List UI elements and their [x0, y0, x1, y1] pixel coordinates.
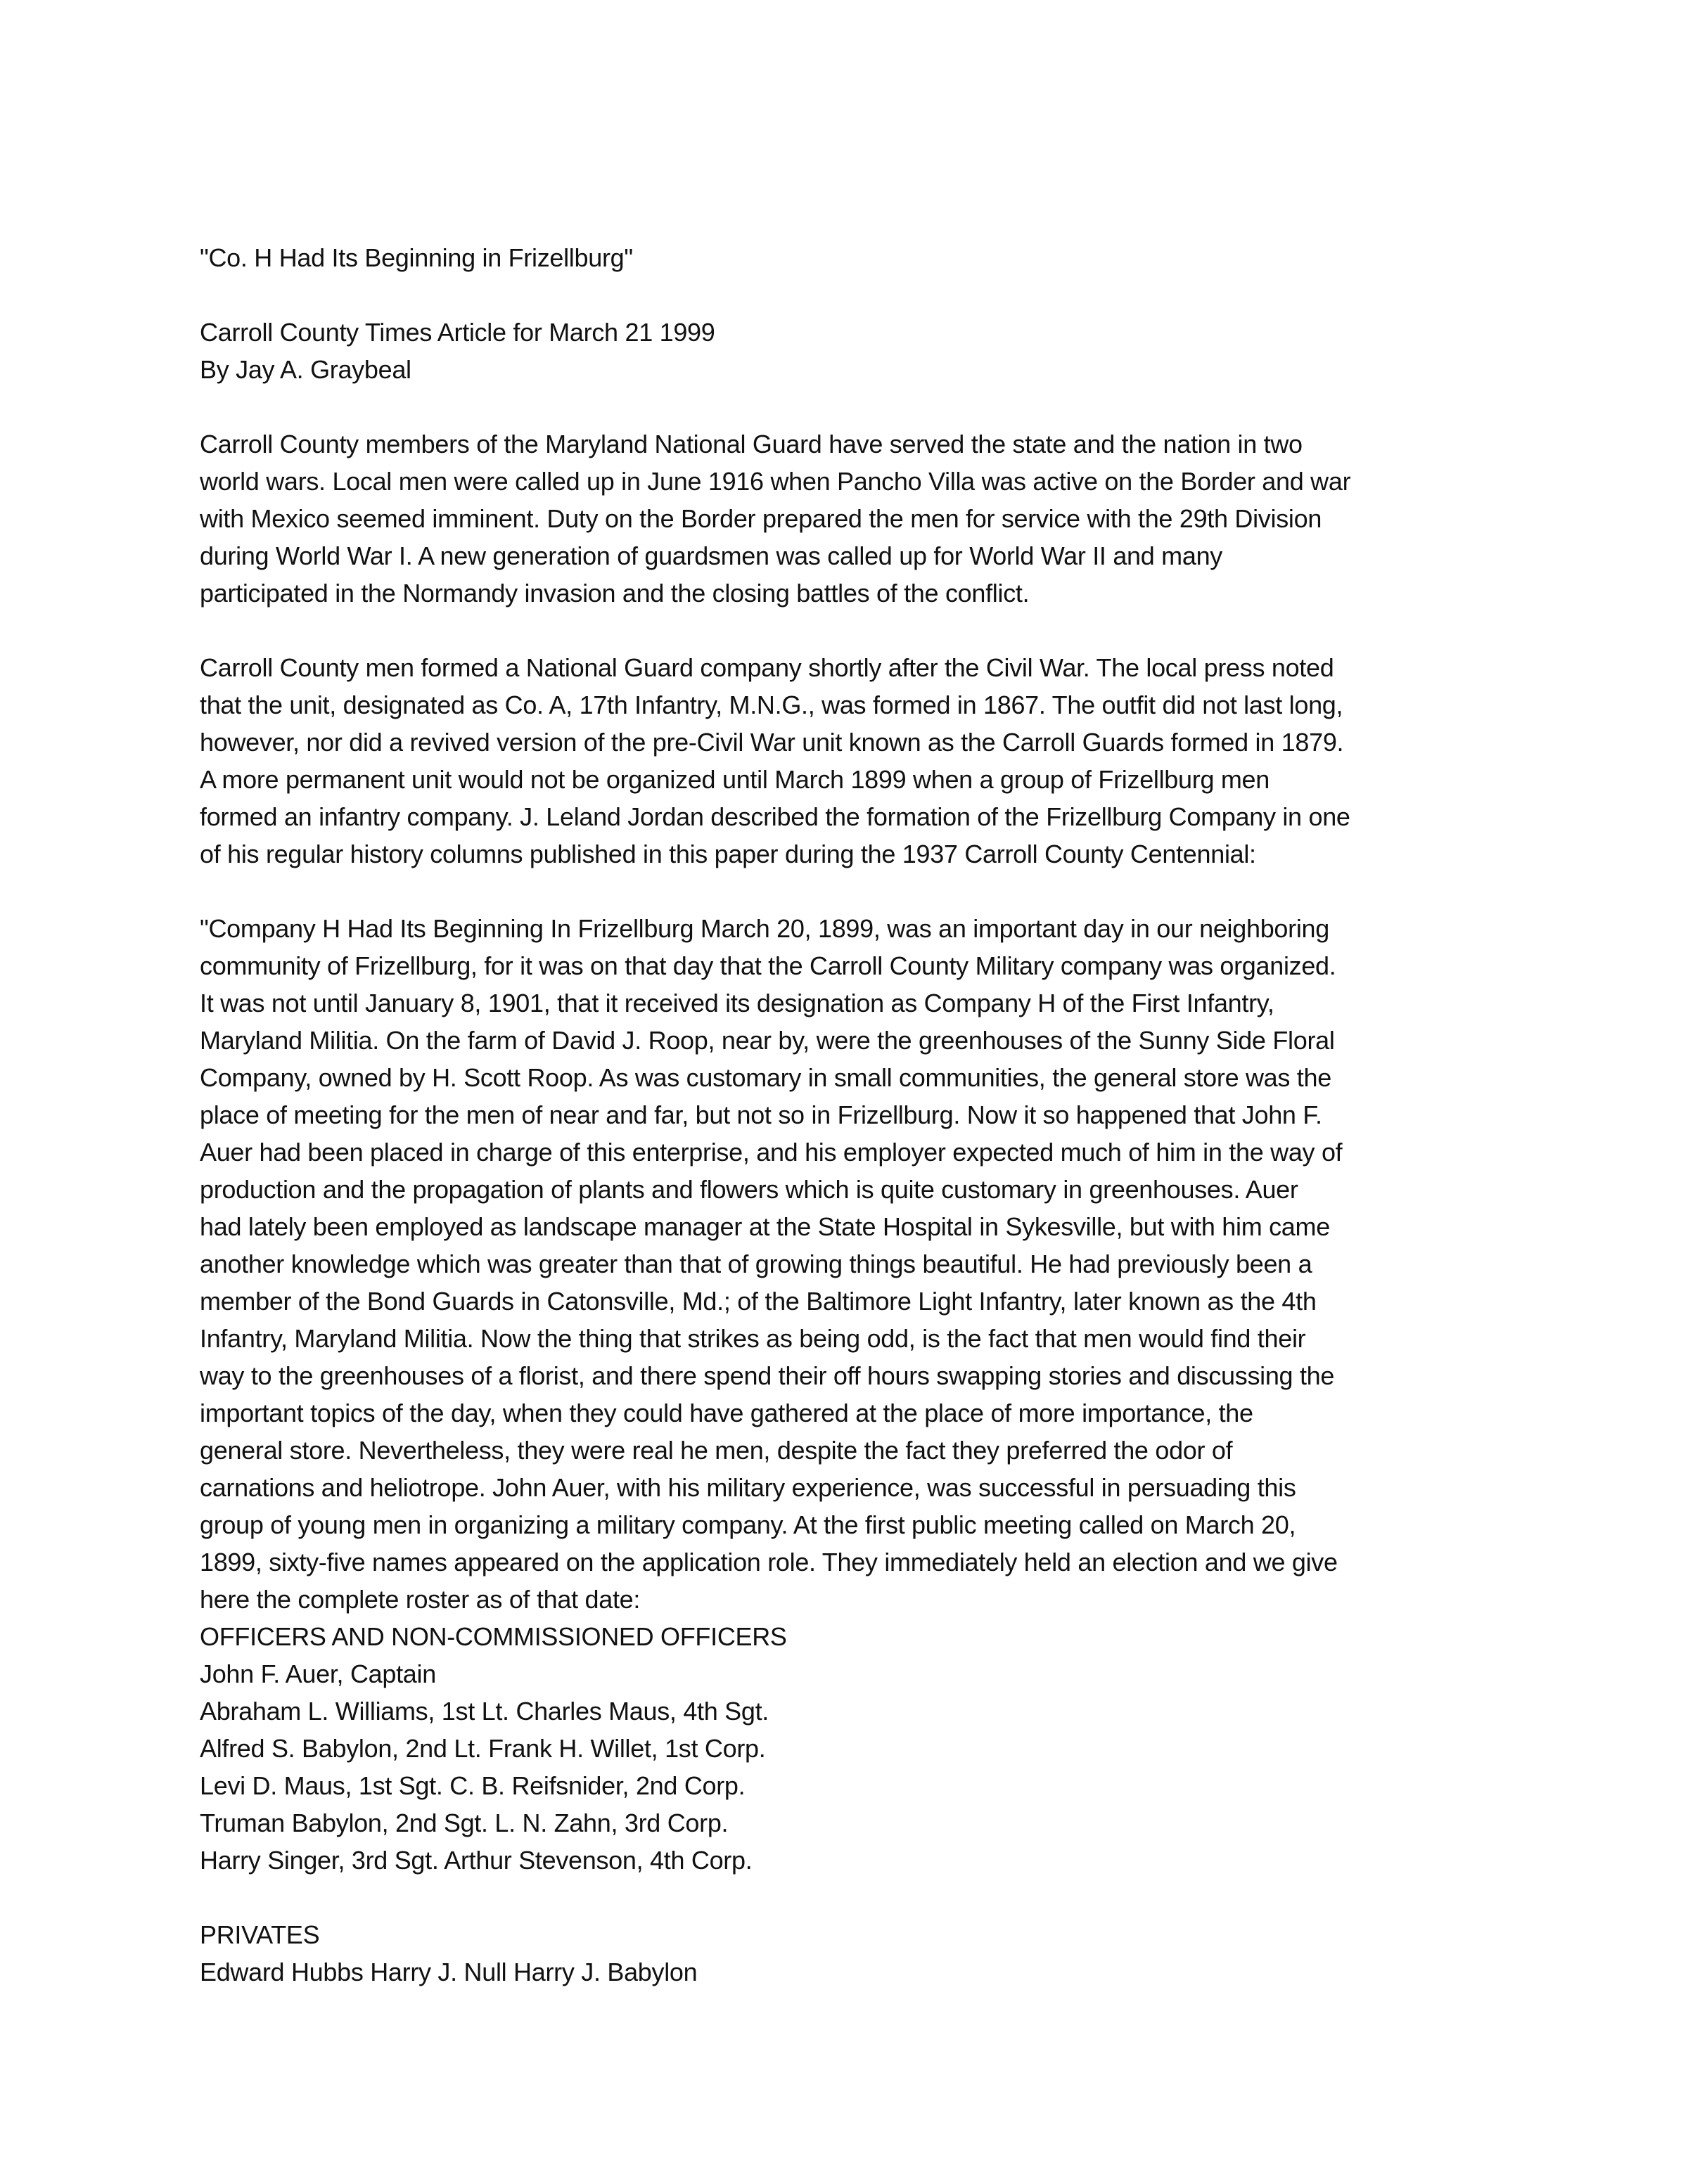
text-line: It was not until January 8, 1901, that it received its designation as Company H of the First Infantry, — [200, 989, 1274, 1017]
paragraph-2 — [200, 649, 1578, 873]
spacer — [200, 1879, 1578, 1916]
spacer — [200, 276, 1578, 314]
text-line: John F. Auer, Captain — [200, 1659, 436, 1688]
privates-roster — [200, 1953, 1578, 1991]
paragraph-3-quote — [200, 910, 1578, 1618]
text-line: however, nor did a revived version of the pre-Civil War unit known as the Carroll Guards formed in 1879. — [200, 728, 1344, 757]
document-page — [200, 239, 1578, 1991]
text-line: "Company H Had Its Beginning In Frizellburg March 20, 1899, was an important day in our neighboring — [200, 914, 1329, 943]
privates-heading: PRIVATES — [200, 1920, 320, 1949]
text-line: another knowledge which was greater than that of growing things beautiful. He had previously been a — [200, 1250, 1312, 1278]
text-line: way to the greenhouses of a florist, and there spend their off hours swapping stories and discussing the — [200, 1361, 1335, 1390]
text-line: here the complete roster as of that date: — [200, 1585, 641, 1614]
text-line: of his regular history columns published in this paper during the 1937 Carroll County Centennial: — [200, 840, 1256, 868]
text-line: Abraham L. Williams, 1st Lt. Charles Maus, 4th Sgt. — [200, 1697, 769, 1726]
text-line: that the unit, designated as Co. A, 17th Infantry, M.N.G., was formed in 1867. The outfit did not last long, — [200, 690, 1343, 719]
publication-line: Carroll County Times Article for March 21 1999 — [200, 318, 715, 347]
text-line: during World War I. A new generation of guardsmen was called up for World War II and many — [200, 541, 1223, 570]
spacer — [200, 873, 1578, 910]
text-line: Alfred S. Babylon, 2nd Lt. Frank H. Willet, 1st Corp. — [200, 1734, 766, 1763]
text-line: with Mexico seemed imminent. Duty on the Border prepared the men for service with the 29th Division — [200, 504, 1322, 533]
text-line: had lately been employed as landscape manager at the State Hospital in Sykesville, but with him came — [200, 1212, 1330, 1241]
text-line: Carroll County members of the Maryland National Guard have served the state and the nation in two — [200, 430, 1303, 458]
paragraph-1 — [200, 425, 1578, 612]
text-line: place of meeting for the men of near and far, but not so in Frizellburg. Now it so happened that John F. — [200, 1100, 1322, 1129]
text-line: carnations and heliotrope. John Auer, with his military experience, was successful in persuading this — [200, 1473, 1296, 1502]
text-line: group of young men in organizing a military company. At the first public meeting called on March 20, — [200, 1510, 1296, 1539]
officers-roster — [200, 1655, 1578, 1879]
text-line: general store. Nevertheless, they were real he men, despite the fact they preferred the odor of — [200, 1436, 1233, 1465]
officers-heading: OFFICERS AND NON-COMMISSIONED OFFICERS — [200, 1622, 787, 1651]
author-line: By Jay A. Graybeal — [200, 355, 411, 384]
text-line: Carroll County men formed a National Guard company shortly after the Civil War. The local press noted — [200, 653, 1334, 682]
text-line: production and the propagation of plants and flowers which is quite customary in greenhouses. Auer — [200, 1175, 1298, 1204]
text-line: Maryland Militia. On the farm of David J. Roop, near by, were the greenhouses of the Sunny Side Floral — [200, 1026, 1335, 1055]
text-line: 1899, sixty-five names appeared on the application role. They immediately held an election and we give — [200, 1548, 1338, 1576]
text-line: Infantry, Maryland Militia. Now the thing that strikes as being odd, is the fact that men would find their — [200, 1324, 1306, 1353]
spacer — [200, 388, 1578, 425]
article-title: "Co. H Had Its Beginning in Frizellburg" — [200, 243, 633, 272]
text-line: important topics of the day, when they could have gathered at the place of more importance, the — [200, 1399, 1253, 1427]
text-line: Edward Hubbs Harry J. Null Harry J. Babylon — [200, 1958, 698, 1986]
text-line: Harry Singer, 3rd Sgt. Arthur Stevenson, 4th Corp. — [200, 1846, 753, 1875]
text-line: A more permanent unit would not be organized until March 1899 when a group of Frizellburg men — [200, 765, 1270, 794]
text-line: Company, owned by H. Scott Roop. As was customary in small communities, the general store was the — [200, 1063, 1331, 1092]
text-line: Levi D. Maus, 1st Sgt. C. B. Reifsnider, 2nd Corp. — [200, 1771, 746, 1800]
spacer — [200, 612, 1578, 649]
text-line: participated in the Normandy invasion and the closing battles of the conflict. — [200, 579, 1030, 608]
text-line: Truman Babylon, 2nd Sgt. L. N. Zahn, 3rd Corp. — [200, 1809, 729, 1837]
text-line: formed an infantry company. J. Leland Jordan described the formation of the Frizellburg Company in one — [200, 802, 1350, 831]
text-line: Auer had been placed in charge of this enterprise, and his employer expected much of him in the way of — [200, 1138, 1343, 1167]
text-line: member of the Bond Guards in Catonsville, Md.; of the Baltimore Light Infantry, later known as the 4th — [200, 1287, 1317, 1316]
text-line: world wars. Local men were called up in June 1916 when Pancho Villa was active on the Border and war — [200, 467, 1351, 496]
text-line: community of Frizellburg, for it was on that day that the Carroll County Military company was organized. — [200, 951, 1336, 980]
